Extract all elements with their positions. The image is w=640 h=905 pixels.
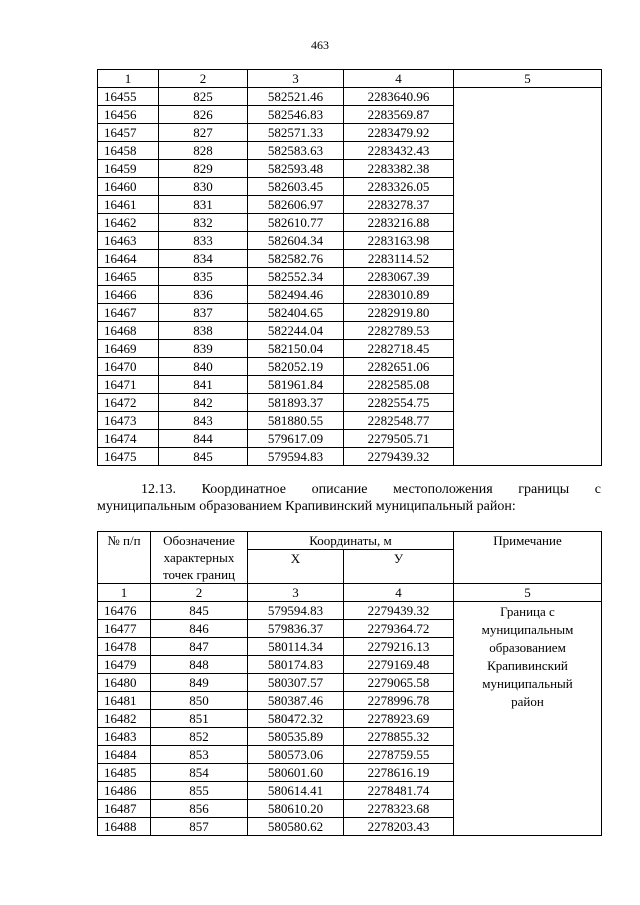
coord-x: 581893.37 [248,394,344,412]
coord-x: 582494.46 [248,286,344,304]
coord-y: 2282789.53 [344,322,454,340]
coord-x: 582582.76 [248,250,344,268]
header-point-designation: Обозначение характерных точек границ [151,532,248,584]
point-id: 841 [159,376,248,394]
note-line: Крапивинский [487,658,568,673]
row-number: 16470 [98,358,159,376]
coord-x: 582593.48 [248,160,344,178]
column-number: 5 [454,584,602,602]
point-id: 835 [159,268,248,286]
point-id: 852 [151,728,248,746]
row-number: 16459 [98,160,159,178]
row-number: 16463 [98,232,159,250]
coord-y: 2279439.32 [344,602,454,620]
point-id: 839 [159,340,248,358]
coord-y: 2283278.37 [344,196,454,214]
coord-y: 2278855.32 [344,728,454,746]
coord-x: 580610.20 [248,800,344,818]
row-number: 16468 [98,322,159,340]
row-number: 16477 [98,620,151,638]
coord-x: 580387.46 [248,692,344,710]
point-id: 842 [159,394,248,412]
column-number: 2 [159,70,248,88]
coord-y: 2283326.05 [344,178,454,196]
row-number: 16460 [98,178,159,196]
note-line: муниципальный [482,676,573,691]
point-id: 825 [159,88,248,106]
coord-y: 2282919.80 [344,304,454,322]
header-number: № п/п [98,532,151,584]
point-id: 826 [159,106,248,124]
page-number: 463 [311,38,329,52]
coord-y: 2282718.45 [344,340,454,358]
point-id: 827 [159,124,248,142]
point-id: 853 [151,746,248,764]
section-word: с [594,482,601,497]
coord-x: 580472.32 [248,710,344,728]
row-number: 16480 [98,674,151,692]
point-id: 834 [159,250,248,268]
coord-x: 582404.65 [248,304,344,322]
row-number: 16464 [98,250,159,268]
coord-x: 582244.04 [248,322,344,340]
coord-y: 2283640.96 [344,88,454,106]
section-heading-line-1 [97,481,601,498]
coord-y: 2283163.98 [344,232,454,250]
section-word: границы [518,482,570,497]
row-number: 16458 [98,142,159,160]
point-id: 851 [151,710,248,728]
note-line: муниципальным [481,622,574,637]
note-cell [454,602,602,836]
coordinates-table [97,531,602,836]
header-y: У [344,550,454,584]
coord-y: 2279364.72 [344,620,454,638]
section-heading [97,481,601,515]
row-number: 16455 [98,88,159,106]
coord-y: 2283114.52 [344,250,454,268]
section-word: местоположения [393,482,493,497]
row-number: 16476 [98,602,151,620]
coord-y: 2278923.69 [344,710,454,728]
coord-y: 2282548.77 [344,412,454,430]
note-line: Граница с [500,604,555,619]
row-number: 16481 [98,692,151,710]
coord-x: 582052.19 [248,358,344,376]
coord-y: 2278759.55 [344,746,454,764]
table-row [98,88,602,106]
row-number: 16462 [98,214,159,232]
point-id: 838 [159,322,248,340]
point-id: 850 [151,692,248,710]
point-id: 845 [159,448,248,466]
coord-y: 2283067.39 [344,268,454,286]
coord-y: 2279065.58 [344,674,454,692]
row-number: 16486 [98,782,151,800]
coord-x: 582604.34 [248,232,344,250]
coord-y: 2282651.06 [344,358,454,376]
coord-x: 582571.33 [248,124,344,142]
point-id: 831 [159,196,248,214]
coord-x: 582610.77 [248,214,344,232]
point-id: 857 [151,818,248,836]
coord-y: 2283569.87 [344,106,454,124]
section-word: Координатное [201,482,287,497]
coord-x: 579836.37 [248,620,344,638]
coord-x: 580580.62 [248,818,344,836]
row-number: 16478 [98,638,151,656]
coord-x: 582552.34 [248,268,344,286]
coord-x: 582546.83 [248,106,344,124]
row-number: 16469 [98,340,159,358]
point-id: 844 [159,430,248,448]
column-number: 1 [98,584,151,602]
coord-y: 2278616.19 [344,764,454,782]
point-id: 855 [151,782,248,800]
point-id: 830 [159,178,248,196]
coord-y: 2278996.78 [344,692,454,710]
coord-y: 2278203.43 [344,818,454,836]
coord-x: 582583.63 [248,142,344,160]
row-number: 16488 [98,818,151,836]
point-id: 847 [151,638,248,656]
section-number: 12.13. [141,482,176,497]
coord-x: 579594.83 [248,602,344,620]
note-line: район [511,694,544,709]
point-id: 848 [151,656,248,674]
coord-y: 2278481.74 [344,782,454,800]
row-number: 16475 [98,448,159,466]
coord-y: 2283382.38 [344,160,454,178]
coord-y: 2283432.43 [344,142,454,160]
column-number: 4 [344,70,454,88]
coord-x: 580174.83 [248,656,344,674]
row-number: 16482 [98,710,151,728]
row-number: 16471 [98,376,159,394]
row-number: 16487 [98,800,151,818]
coord-y: 2278323.68 [344,800,454,818]
coord-x: 580614.41 [248,782,344,800]
coord-x: 580535.89 [248,728,344,746]
row-number: 16456 [98,106,159,124]
row-number: 16485 [98,764,151,782]
coord-y: 2282554.75 [344,394,454,412]
header-note: Примечание [454,532,602,584]
column-number: 3 [248,70,344,88]
point-id: 845 [151,602,248,620]
coord-x: 580573.06 [248,746,344,764]
coord-y: 2283479.92 [344,124,454,142]
coord-y: 2279216.13 [344,638,454,656]
coord-x: 580601.60 [248,764,344,782]
coord-x: 581880.55 [248,412,344,430]
column-number: 3 [248,584,344,602]
note-line: образованием [489,640,566,655]
table-header-row [98,532,602,550]
coord-y: 2283216.88 [344,214,454,232]
row-number: 16484 [98,746,151,764]
point-id: 832 [159,214,248,232]
row-number: 16466 [98,286,159,304]
point-id: 836 [159,286,248,304]
coord-x: 581961.84 [248,376,344,394]
point-id: 833 [159,232,248,250]
point-id: 829 [159,160,248,178]
coord-x: 582521.46 [248,88,344,106]
coord-x: 582150.04 [248,340,344,358]
coord-x: 579617.09 [248,430,344,448]
coord-y: 2279439.32 [344,448,454,466]
coord-y: 2283010.89 [344,286,454,304]
column-number: 5 [454,70,602,88]
coord-y: 2282585.08 [344,376,454,394]
table-row [98,602,602,620]
section-word: описание [311,482,368,497]
row-number: 16461 [98,196,159,214]
note-cell [454,88,602,466]
point-id: 846 [151,620,248,638]
point-id: 854 [151,764,248,782]
point-id: 843 [159,412,248,430]
column-number: 1 [98,70,159,88]
column-number: 2 [151,584,248,602]
row-number: 16467 [98,304,159,322]
table-numbering-row [98,70,602,88]
coord-x: 580307.57 [248,674,344,692]
point-id: 849 [151,674,248,692]
row-number: 16457 [98,124,159,142]
row-number: 16472 [98,394,159,412]
point-id: 837 [159,304,248,322]
row-number: 16483 [98,728,151,746]
point-id: 828 [159,142,248,160]
point-id: 856 [151,800,248,818]
coordinates-table-continued [97,69,602,466]
coord-x: 582606.97 [248,196,344,214]
column-number: 4 [344,584,454,602]
header-coordinates: Координаты, м [248,532,454,550]
coord-y: 2279505.71 [344,430,454,448]
header-x: Х [248,550,344,584]
section-heading-line-2: муниципальным образованием Крапивинский муниципальный район: [97,499,516,514]
coord-y: 2279169.48 [344,656,454,674]
coord-x: 579594.83 [248,448,344,466]
coord-x: 580114.34 [248,638,344,656]
row-number: 16465 [98,268,159,286]
row-number: 16474 [98,430,159,448]
point-id: 840 [159,358,248,376]
row-number: 16479 [98,656,151,674]
table-numbering-row [98,584,602,602]
row-number: 16473 [98,412,159,430]
coord-x: 582603.45 [248,178,344,196]
